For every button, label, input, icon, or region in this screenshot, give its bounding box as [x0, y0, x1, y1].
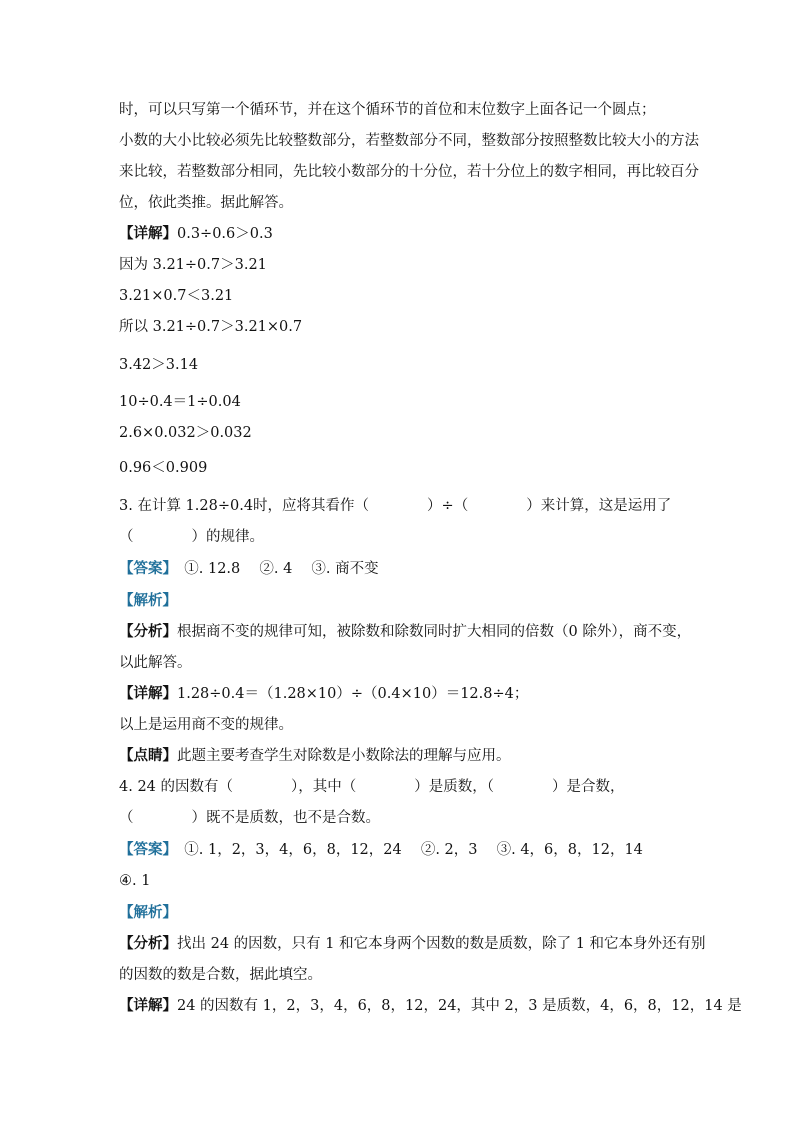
text-line: 3.21×0.7＜3.21 — [119, 288, 234, 304]
analysis-heading — [119, 591, 177, 611]
text-line: 0.96＜0.909 — [119, 460, 208, 476]
question-3: 3. 在计算 1.28÷0.4时，应将其看作（ ）÷（ ）来计算，这是运用了 — [119, 498, 672, 514]
text-line: 以上是运用商不变的规律。 — [119, 717, 293, 733]
text-line: ④. 1 — [119, 873, 151, 889]
section-tag: 【详解】 — [119, 997, 177, 1014]
text-line: 10÷0.4＝1÷0.04 — [119, 394, 241, 410]
section-tag: 【详解】 — [119, 225, 177, 242]
section-tag: 【解析】 — [119, 904, 177, 921]
text-line: 时，可以只写第一个循环节，并在这个循环节的首位和末位数字上面各记一个圆点； — [119, 102, 656, 118]
text-line: 【详解】24 的因数有 1，2，3，4，6，8，12，24，其中 2，3 是质数，4，6，8，12，14 是 — [119, 997, 742, 1014]
text-line: （ ）既不是质数，也不是合数。 — [119, 810, 380, 826]
text-line: 【详解】0.3÷0.6＞0.3 — [119, 225, 273, 242]
text-line: 因为 3.21÷0.7＞3.21 — [119, 257, 267, 273]
answer-line: 【答案】 ①. 1，2，3，4，6，8，12，24 ②. 2，3 ③. 4，6，8，12，14 — [119, 841, 643, 858]
text-line: 【分析】找出 24 的因数，只有 1 和它本身两个因数的数是质数，除了 1 和它本身外还有别 — [119, 935, 706, 952]
section-tag: 【分析】 — [119, 935, 177, 952]
section-tag: 【分析】 — [119, 623, 177, 640]
analysis-heading — [119, 903, 177, 923]
text-line: 3.42＞3.14 — [119, 357, 199, 373]
text-line: 【详解】1.28÷0.4＝（1.28×10）÷（0.4×10）＝12.8÷4； — [119, 685, 529, 702]
text-line: 【分析】根据商不变的规律可知，被除数和除数同时扩大相同的倍数（0 除外），商不变， — [119, 623, 692, 640]
text-line: 小数的大小比较必须先比较整数部分，若整数部分不同，整数部分按照整数比较大小的方法 — [119, 133, 699, 149]
text-line: 的因数的数是合数，据此填空。 — [119, 967, 322, 983]
text-line: 位，依此类推。据此解答。 — [119, 195, 293, 211]
section-tag: 【详解】 — [119, 685, 177, 702]
section-tag: 【答案】 — [119, 560, 170, 577]
text-line: （ ）的规律。 — [119, 529, 264, 545]
text-line: 所以 3.21÷0.7＞3.21×0.7 — [119, 319, 303, 335]
section-tag: 【解析】 — [119, 592, 177, 609]
section-tag: 【答案】 — [119, 841, 170, 858]
text-line: 2.6×0.032＞0.032 — [119, 425, 252, 441]
section-tag: 【点睛】 — [119, 747, 177, 764]
answer-line: 【答案】 ①. 12.8 ②. 4 ③. 商不变 — [119, 560, 379, 577]
text-line: 以此解答。 — [119, 655, 192, 671]
question-4: 4. 24 的因数有（ ），其中（ ）是质数，（ ）是合数， — [119, 779, 625, 795]
text-line: 来比较，若整数部分相同，先比较小数部分的十分位，若十分位上的数字相同，再比较百分 — [119, 164, 699, 180]
text-line: 【点睛】此题主要考查学生对除数是小数除法的理解与应用。 — [119, 747, 511, 764]
